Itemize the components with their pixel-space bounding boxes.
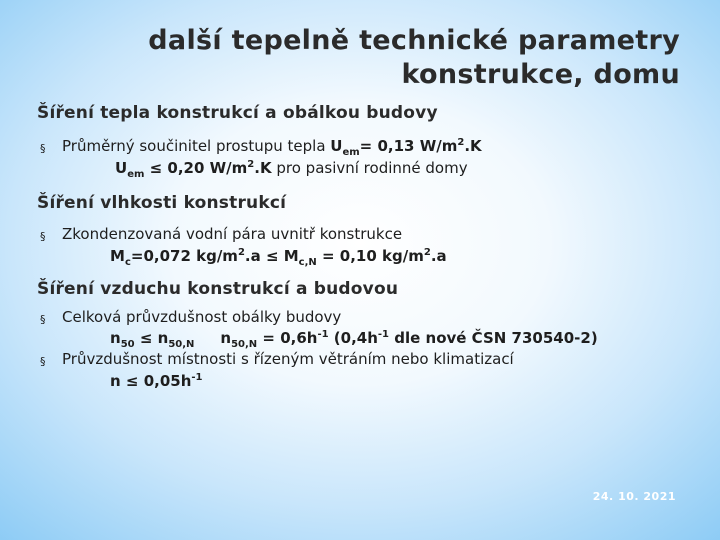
bullet-icon: § — [40, 230, 46, 243]
heat-passive-note: pro pasivní rodinné domy — [271, 159, 468, 177]
heat-line-2 — [115, 159, 468, 180]
slide-title-line1: další tepelně technické parametry — [148, 25, 680, 56]
bullet-icon: § — [40, 355, 46, 368]
air-line-3: Průvzdušnost místnosti s řízeným větráním nebo klimatizací — [62, 350, 514, 368]
section-heading-air: Šíření vzduchu konstrukcí a budovou — [37, 279, 399, 299]
moisture-line-1: Zkondenzovaná vodní pára uvnitř konstrukce — [62, 225, 403, 243]
footer-date: 24. 10. 2021 — [592, 490, 676, 503]
section-heading-moisture: Šíření vlhkosti konstrukcí — [37, 193, 287, 213]
heat-formula: $U_{em}= 0,13$ $W/m^2.K$ — [330, 137, 482, 158]
heat-passive-formula: $U_{em} \le 0,20$ $W/m^2.K$ — [115, 159, 272, 180]
moisture-formula: $M_c=0,072$ $kg/m^2.a \le M_{c,N} = 0,10$ $kg/m^2.a$ — [110, 247, 447, 268]
bullet-icon: § — [40, 313, 46, 326]
slide-title-line2: konstrukce, domu — [401, 59, 680, 90]
slide-title — [148, 24, 680, 92]
air-room-formula: $n \le 0,05h^{-1}$ — [110, 372, 203, 390]
air-line-1: Celková průvzdušnost obálky budovy — [62, 308, 342, 326]
heat-line-1 — [62, 137, 482, 158]
air-formula: $n_{50} \le n_{50,N}$ $n_{50,N} = 0,6h^{-1}$ ($0,4h^{-1}$ dle nové ČSN 730540-2) — [110, 329, 598, 350]
section-heading-heat: Šíření tepla konstrukcí a obálkou budovy — [37, 103, 438, 123]
heat-label: Průměrný součinitel prostupu tepla — [62, 137, 331, 155]
bullet-icon: § — [40, 142, 46, 155]
